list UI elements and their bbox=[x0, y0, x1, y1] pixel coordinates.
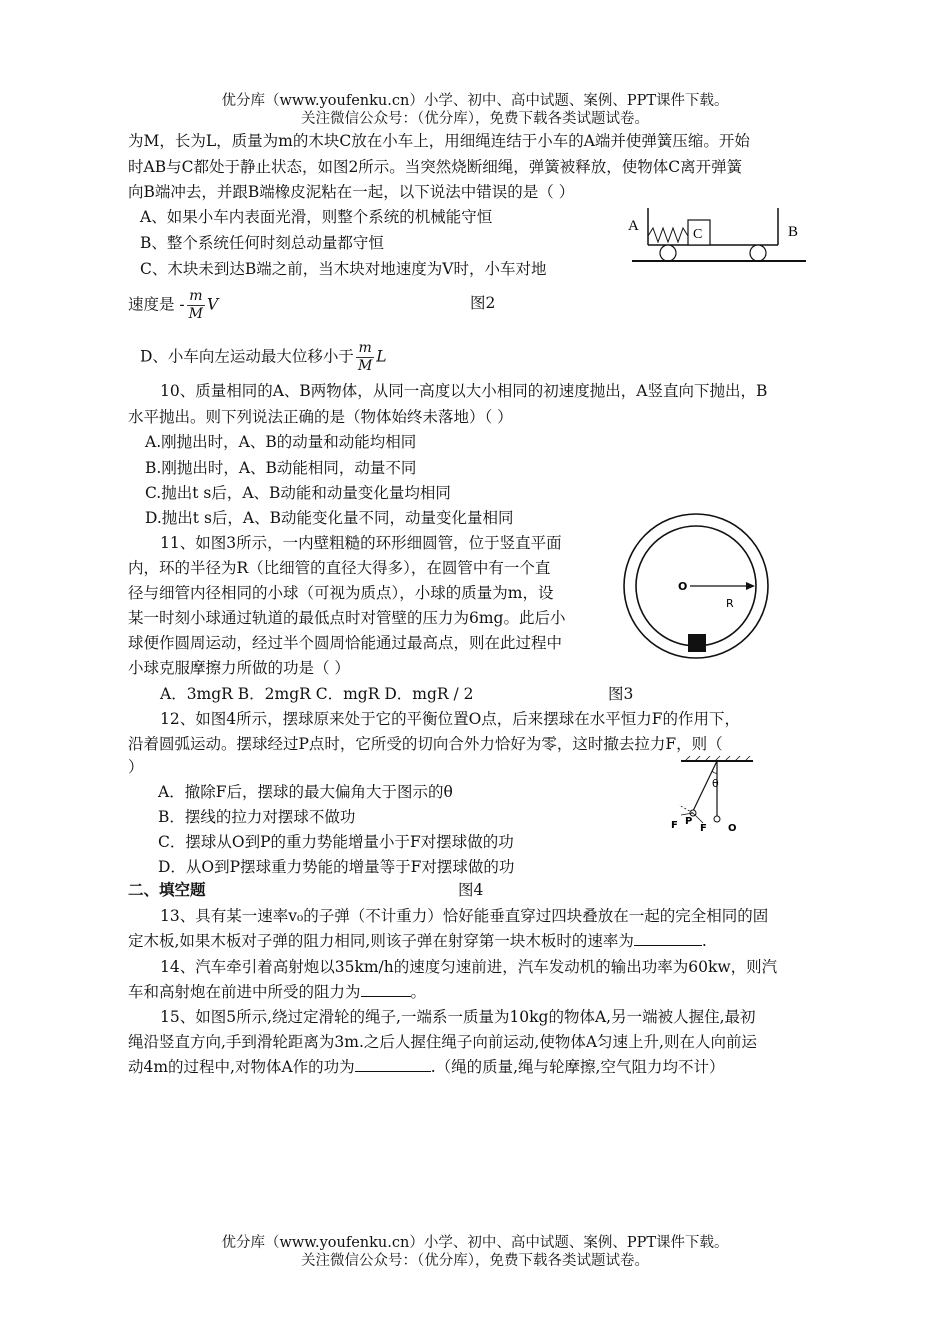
q9-option-a: A、如果小车内表面光滑，则整个系统的机械能守恒 bbox=[140, 208, 493, 226]
fig4-label-o: O bbox=[728, 823, 737, 834]
q14-answer-blank[interactable] bbox=[361, 982, 411, 997]
q12-line-2: 沿着圆弧运动。摆球经过P点时，它所受的切向合外力恰好为零，这时撤去拉力F，则（ bbox=[128, 735, 723, 753]
q13-line-1: 13、具有某一速率v₀的子弹（不计重力）恰好能垂直穿过四块叠放在一起的完全相同的固 bbox=[160, 907, 769, 925]
q11-options: A．3mgR B．2mgR C．mgR D．mgR / 2 bbox=[160, 685, 474, 703]
fig2-label-c: C bbox=[693, 227, 703, 242]
fig3-label-r: R bbox=[726, 597, 734, 610]
cart-wheel-right bbox=[750, 245, 766, 261]
radius-arrowhead bbox=[746, 582, 755, 590]
figure-4-pendulum-diagram bbox=[665, 755, 765, 835]
cart-wheel-left bbox=[660, 245, 676, 261]
fig2-label-a: A bbox=[628, 218, 639, 234]
page-header-line-2: 关注微信公众号：（优分库），免费下载各类试题试卷。 bbox=[301, 111, 649, 127]
q9-option-b: B、整个系统任何时刻总动量都守恒 bbox=[140, 234, 384, 252]
figure-3-ring-tube-diagram bbox=[622, 512, 772, 662]
spring bbox=[648, 228, 688, 242]
figure-2-cart-diagram bbox=[620, 200, 810, 270]
q13-answer-blank[interactable] bbox=[634, 931, 702, 946]
section-2-title: 二、填空题 bbox=[128, 881, 206, 899]
q10-option-a: A.刚抛出时，A、B的动量和动能均相同 bbox=[145, 433, 417, 451]
angle-arc bbox=[712, 771, 717, 773]
q15-line-3: 动4m的过程中,对物体A作的功为 .（绳的质量,绳与轮摩擦,空气阻力均不计） bbox=[128, 1058, 725, 1076]
q15-line-2: 绳沿竖直方向,手到滑轮距离为3m.之后人握住绳子向前运动,使物体A匀速上升,则在人向前运 bbox=[128, 1033, 757, 1051]
q10-option-c: C.抛出t s后，A、B动能和动量变化量均相同 bbox=[145, 484, 451, 502]
q10-line-2: 水平抛出。则下列说法正确的是（物体始终未落地）（ ） bbox=[128, 408, 513, 426]
q9-line-3: 向B端冲去，并跟B端橡皮泥粘在一起，以下说法中错误的是（ ） bbox=[128, 183, 575, 201]
q11-line-3: 径与细管内径相同的小球（可视为质点），小球的质量为m，设 bbox=[128, 584, 554, 602]
q12-option-d: D．从O到P摆球重力势能的增量等于F对摆球做的功 bbox=[158, 858, 515, 876]
q11-line-6: 小球克服摩擦力所做的功是（ ） bbox=[128, 659, 350, 677]
figure-4-caption: 图4 bbox=[458, 881, 484, 899]
q11-line-5: 球便作圆周运动，经过半个圆周恰能通过最高点，则在此过程中 bbox=[128, 634, 563, 652]
q9-option-c-cont: 速度是 - $\frac{m}{M}$ V bbox=[128, 288, 219, 322]
q10-line-1: 10、质量相同的A、B两物体，从同一高度以大小相同的初速度抛出，A竖直向下抛出，B bbox=[160, 382, 768, 400]
figure-2-caption: 图2 bbox=[470, 294, 496, 312]
q12-option-b: B．摆线的拉力对摆球不做功 bbox=[158, 808, 356, 826]
q10-option-b: B.刚抛出时，A、B动能相同，动量不同 bbox=[145, 459, 417, 477]
fig4-label-f1: F bbox=[671, 820, 678, 831]
ball-at-bottom bbox=[688, 634, 706, 652]
q12-option-a: A．撤除F后，摆球的最大偏角大于图示的θ bbox=[158, 783, 453, 801]
q12-line-3: ） bbox=[128, 758, 144, 776]
fig4-label-theta: θ bbox=[712, 777, 719, 790]
page-header-line-1: 优分库（www.youfenku.cn）小学、初中、高中试题、案例、PPT课件下载。 bbox=[221, 93, 729, 109]
fig4-label-f2: F bbox=[700, 823, 707, 834]
q14-line-2: 车和高射炮在前进中所受的阻力为 。 bbox=[128, 983, 427, 1001]
q9-option-c: C、木块未到达B端之前，当木块对地速度为V时，小车对地 bbox=[140, 260, 547, 278]
figure-3-caption: 图3 bbox=[608, 685, 634, 703]
fraction-m-over-M: $\frac{m}{M}$ bbox=[188, 288, 204, 322]
q10-option-d: D.抛出t s后，A、B动能变化量不同，动量变化量相同 bbox=[145, 509, 514, 527]
force-line-3 bbox=[693, 813, 703, 823]
q15-line-1: 15、如图5所示,绕过定滑轮的绳子,一端系一质量为10kg的物体A,另一端被人握住,最初 bbox=[160, 1008, 756, 1026]
fraction-m-over-M: $\frac{m}{M}$ bbox=[357, 340, 373, 374]
q12-line-1: 12、如图4所示，摆球原来处于它的平衡位置O点，后来摆球在水平恒力F的作用下， bbox=[160, 710, 741, 728]
fig4-label-p: P bbox=[685, 816, 693, 827]
q11-line-1: 11、如图3所示，一内壁粗糙的环形细圆管，位于竖直平面 bbox=[160, 534, 562, 552]
q14-line-1: 14、汽车牵引着高射炮以35km/h的速度匀速前进，汽车发动机的输出功率为60kw，则汽 bbox=[160, 958, 778, 976]
q9-line-2: 时AB与C都处于静止状态，如图2所示。当突然烧断细绳，弹簧被释放，使物体C离开弹簧 bbox=[128, 158, 743, 176]
q9-line-1: 为M，长为L，质量为m的木块C放在小车上，用细绳连结于小车的A端并使弹簧压缩。开始 bbox=[128, 132, 750, 150]
q11-line-4: 某一时刻小球通过轨道的最低点时对管壁的压力为6mg。此后小 bbox=[128, 609, 566, 627]
fig2-label-b: B bbox=[788, 224, 799, 240]
q12-option-c: C．摆球从O到P的重力势能增量小于F对摆球做的功 bbox=[158, 833, 514, 851]
fig3-label-o: O bbox=[678, 580, 688, 593]
q11-line-2: 内，环的半径为R（比细管的直径大得多），在圆管中有一个直 bbox=[128, 559, 551, 577]
q9-option-d: D、小车向左运动最大位移小于 $\frac{m}{M}$ L bbox=[140, 340, 387, 374]
q15-answer-blank[interactable] bbox=[355, 1057, 431, 1072]
bob-at-o bbox=[714, 816, 720, 822]
q13-line-2: 定木板,如果木板对子弹的阻力相同,则该子弹在射穿第一块木板时的速率为 . bbox=[128, 932, 707, 950]
page-footer-line-1: 优分库（www.youfenku.cn）小学、初中、高中试题、案例、PPT课件下载。 bbox=[221, 1235, 729, 1251]
page-footer-line-2: 关注微信公众号：（优分库），免费下载各类试题试卷。 bbox=[301, 1253, 649, 1269]
